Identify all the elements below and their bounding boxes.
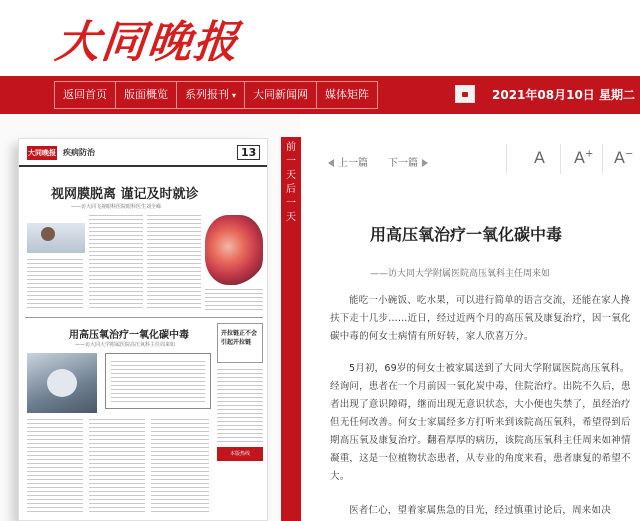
- article-title: 用高压氧治疗一氧化碳中毒: [370, 225, 563, 244]
- toolbar-divider: [506, 144, 507, 174]
- chevron-left-icon: [328, 159, 334, 167]
- paper-logo: 大同晚报: [27, 146, 57, 160]
- paper-masthead: [19, 139, 268, 167]
- text-column: [147, 215, 201, 311]
- paper-article-2-headline[interactable]: 用高压氧治疗一氧化碳中毒: [69, 330, 189, 341]
- article-paragraph: 能吃一小碗饭、吃水果，可以进行简单的语言交流，还能在家人搀扶下走十几步……近日，经过近两个月的高压氧及康复治疗，因一氧化碳中毒的何女士病情有所好转，家人欣喜万分。: [330, 295, 631, 342]
- font-larger-label: A: [574, 148, 585, 167]
- header: [0, 0, 640, 76]
- font-smaller-label: A: [614, 148, 625, 167]
- paper-article-1-subhead: ——访大同飞视眼科医院眼科医生刘全嵘: [71, 204, 162, 210]
- next-day-char-3[interactable]: 天: [286, 212, 296, 223]
- prev-article-button[interactable]: [328, 154, 368, 169]
- nav-item-series-label: 系列报刊: [185, 88, 229, 101]
- section-divider: [25, 317, 263, 318]
- paper-article-1-headline[interactable]: 视网膜脱离 谨记及时就诊: [51, 187, 199, 202]
- paper-page-number: 13: [237, 145, 260, 160]
- text-column: [89, 215, 143, 311]
- day-nav-strip: [281, 137, 301, 521]
- nav-item-news-site[interactable]: 大同新闻网: [245, 82, 317, 108]
- next-article-button[interactable]: [388, 154, 428, 169]
- nav-item-overview[interactable]: 版面概览: [116, 82, 177, 108]
- text-column: [151, 419, 209, 515]
- newspaper-page-thumbnail[interactable]: [18, 138, 268, 521]
- calendar-icon[interactable]: [455, 85, 475, 103]
- nav-item-media-matrix[interactable]: 媒体矩阵: [325, 88, 370, 101]
- prev-day-char-1[interactable]: 前: [286, 142, 296, 153]
- text-column: [89, 419, 145, 515]
- main-nav: [54, 81, 378, 109]
- article-paragraph: 5月初，69岁的何女士被家属送到了大同大学附属医院高压氧科。经询问，患者在一个月前因一氧化炭中毒，住院治疗。出院不久后，患者出现了意识障碍，继而出现无意识状态，大小便也失禁了，虽经治疗但无任何改善。何女士家属经多方打听来到该院高压氧科，希望得到后期高压氧及康复治疗。翻看厚厚的病历，该院高压氧科主任周来如神情凝重，这是一位植物状态患者，从专业的角度来看，患者康复的希望不大。: [330, 363, 631, 482]
- text-column: [205, 289, 263, 311]
- minus-icon: −: [624, 148, 634, 160]
- paper-section-name: 疾病防治: [63, 148, 95, 157]
- paper-side-title[interactable]: 开拉链正不会引起开拉链: [221, 330, 258, 346]
- hospital-photo: [27, 353, 97, 413]
- paper-article-2-subhead: ——访大同大学附属医院高压氧科主任周来如: [75, 342, 176, 348]
- paper-hotline-label: 本版热线: [217, 447, 263, 461]
- eye-diagram-image: [205, 215, 263, 285]
- text-column: [217, 369, 263, 443]
- article-panel: [314, 138, 640, 521]
- doctor-photo: [27, 223, 85, 253]
- chevron-right-icon: [422, 159, 428, 167]
- text-column: [27, 419, 83, 515]
- plus-icon: +: [584, 148, 594, 160]
- font-normal-button[interactable]: A: [534, 148, 545, 167]
- next-day-char-2[interactable]: 一: [286, 198, 296, 209]
- nav-item-series[interactable]: [177, 82, 245, 108]
- site-logo[interactable]: 大同晚报: [52, 17, 243, 68]
- text-column: [27, 259, 83, 311]
- article-paragraph: 医者仁心，望着家属焦急的目光，经过慎重讨论后，周来如决: [349, 505, 611, 516]
- article-subtitle: ——访大同大学附属医院高压氧科主任周来如: [370, 269, 551, 279]
- nav-item-home[interactable]: 返回首页: [55, 82, 116, 108]
- text-column: [111, 361, 205, 403]
- prev-day-char-3[interactable]: 天: [286, 170, 296, 181]
- font-larger-button[interactable]: [574, 148, 593, 167]
- prev-article-label: 上一篇: [338, 158, 368, 169]
- toolbar-divider: [602, 144, 603, 174]
- current-date: 2021年08月10日 星期二: [492, 88, 635, 102]
- next-article-label: 下一篇: [388, 158, 418, 169]
- nav-bar: [0, 76, 640, 114]
- font-smaller-button[interactable]: [614, 148, 633, 167]
- chevron-down-icon: ▾: [232, 91, 237, 100]
- next-day-char-1[interactable]: 后: [286, 184, 296, 195]
- toolbar-divider: [560, 144, 561, 174]
- prev-day-char-2[interactable]: 一: [286, 156, 296, 167]
